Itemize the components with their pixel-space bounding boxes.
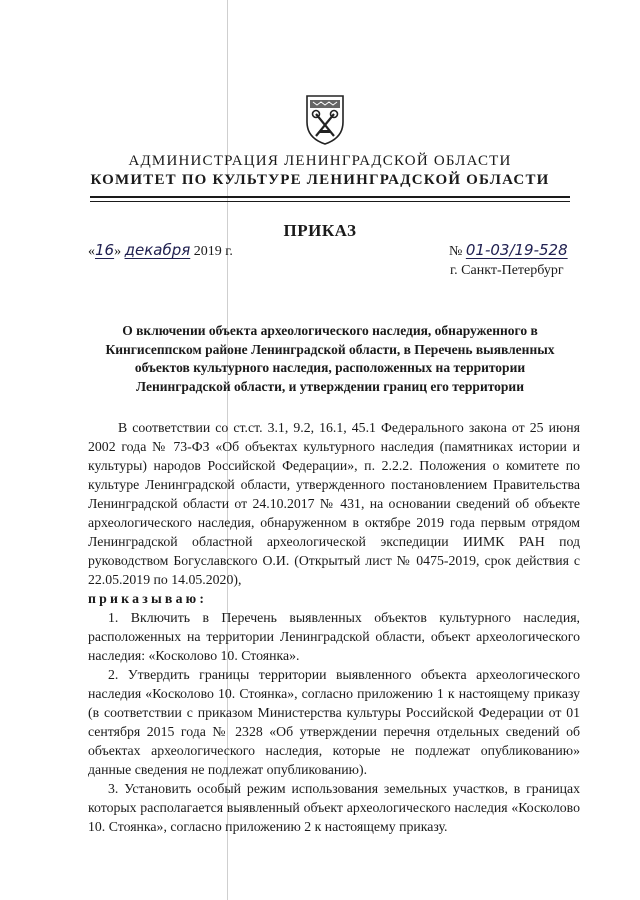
order-item-3: 3. Установить особый режим использования земельных участков, в границах которых располагается выявленный объект археологического наследия «Косколово 10. Стоянка», согласно приложению 2 к настоящему приказу. [88,781,580,834]
date-quote-open: « [88,244,95,259]
order-directive: приказываю: [88,591,208,606]
order-subject [100,322,560,396]
subject-line: Кингисеппском районе Ленинградской области, в Перечень выявленных [105,341,555,357]
order-number [449,241,568,260]
document-title: ПРИКАЗ [283,221,357,240]
subject-line: Ленинградской области, и утверждении границ его территории [136,378,524,394]
date-quote-close: » [114,244,122,259]
header-rule-thin [90,201,570,202]
org-name-committee: КОМИТЕТ ПО КУЛЬТУРЕ ЛЕНИНГРАДСКОЙ ОБЛАСТИ [90,172,550,188]
order-body [88,418,580,836]
subject-line: О включении объекта археологического наследия, обнаруженного в [122,323,538,338]
date-year: 2019 г. [193,244,233,259]
order-city: г. Санкт-Петербург [450,263,564,278]
number-value: 01-03/19-528 [465,241,568,259]
org-name-administration: АДМИНИСТРАЦИЯ ЛЕНИНГРАДСКОЙ ОБЛАСТИ [128,153,512,169]
order-item-2: 2. Утвердить границы территории выявленного объекта археологического наследия «Косколово 10. Стоянка», согласно приложению 1 к настоящему приказу (в соответствии с приказом Министерства культуры Российской Федерации от 01 сентября 2015 года № 2328 «Об утверждении перечня отдельных сведений об объектах археологического наследия, которые не подлежат опубликованию» данные сведения не подлежат опубликованию). [88,667,580,777]
number-sign: № [449,244,463,259]
date-day: 16 [95,241,115,259]
subject-line: объектов культурного наследия, расположенных на территории [134,360,526,375]
preamble-paragraph: В соответствии со ст.ст. 3.1, 9.2, 16.1, 45.1 Федерального закона от 25 июня 2002 года № 73-ФЗ «Об объектах культурного наследия (памятниках истории и культуры) народов Российской Федерации», п. 2.2.2. Положения о комитете по культуре Ленинградской области, утвержденного постановлением Правительства Ленинградской области от 24.10.2017 № 431, на основании сведений об объекте археологического наследия, обнаруженном в октябре 2019 года первым отрядом Ленинградской областной археологической экспедиции ИИМК РАН под руководством Богуславского О.И. (Открытый лист № 0475-2019, срок действия с 22.05.2019 по 14.05.2020), [88,420,580,587]
order-date [88,241,233,260]
header-rule-thick [90,196,570,198]
date-month: декабря [124,241,191,259]
coat-of-arms-icon [303,92,347,146]
order-item-1: 1. Включить в Перечень выявленных объектов культурного наследия, расположенных на территории Ленинградской области, объект археологического наследия: «Косколово 10. Стоянка». [88,610,580,663]
